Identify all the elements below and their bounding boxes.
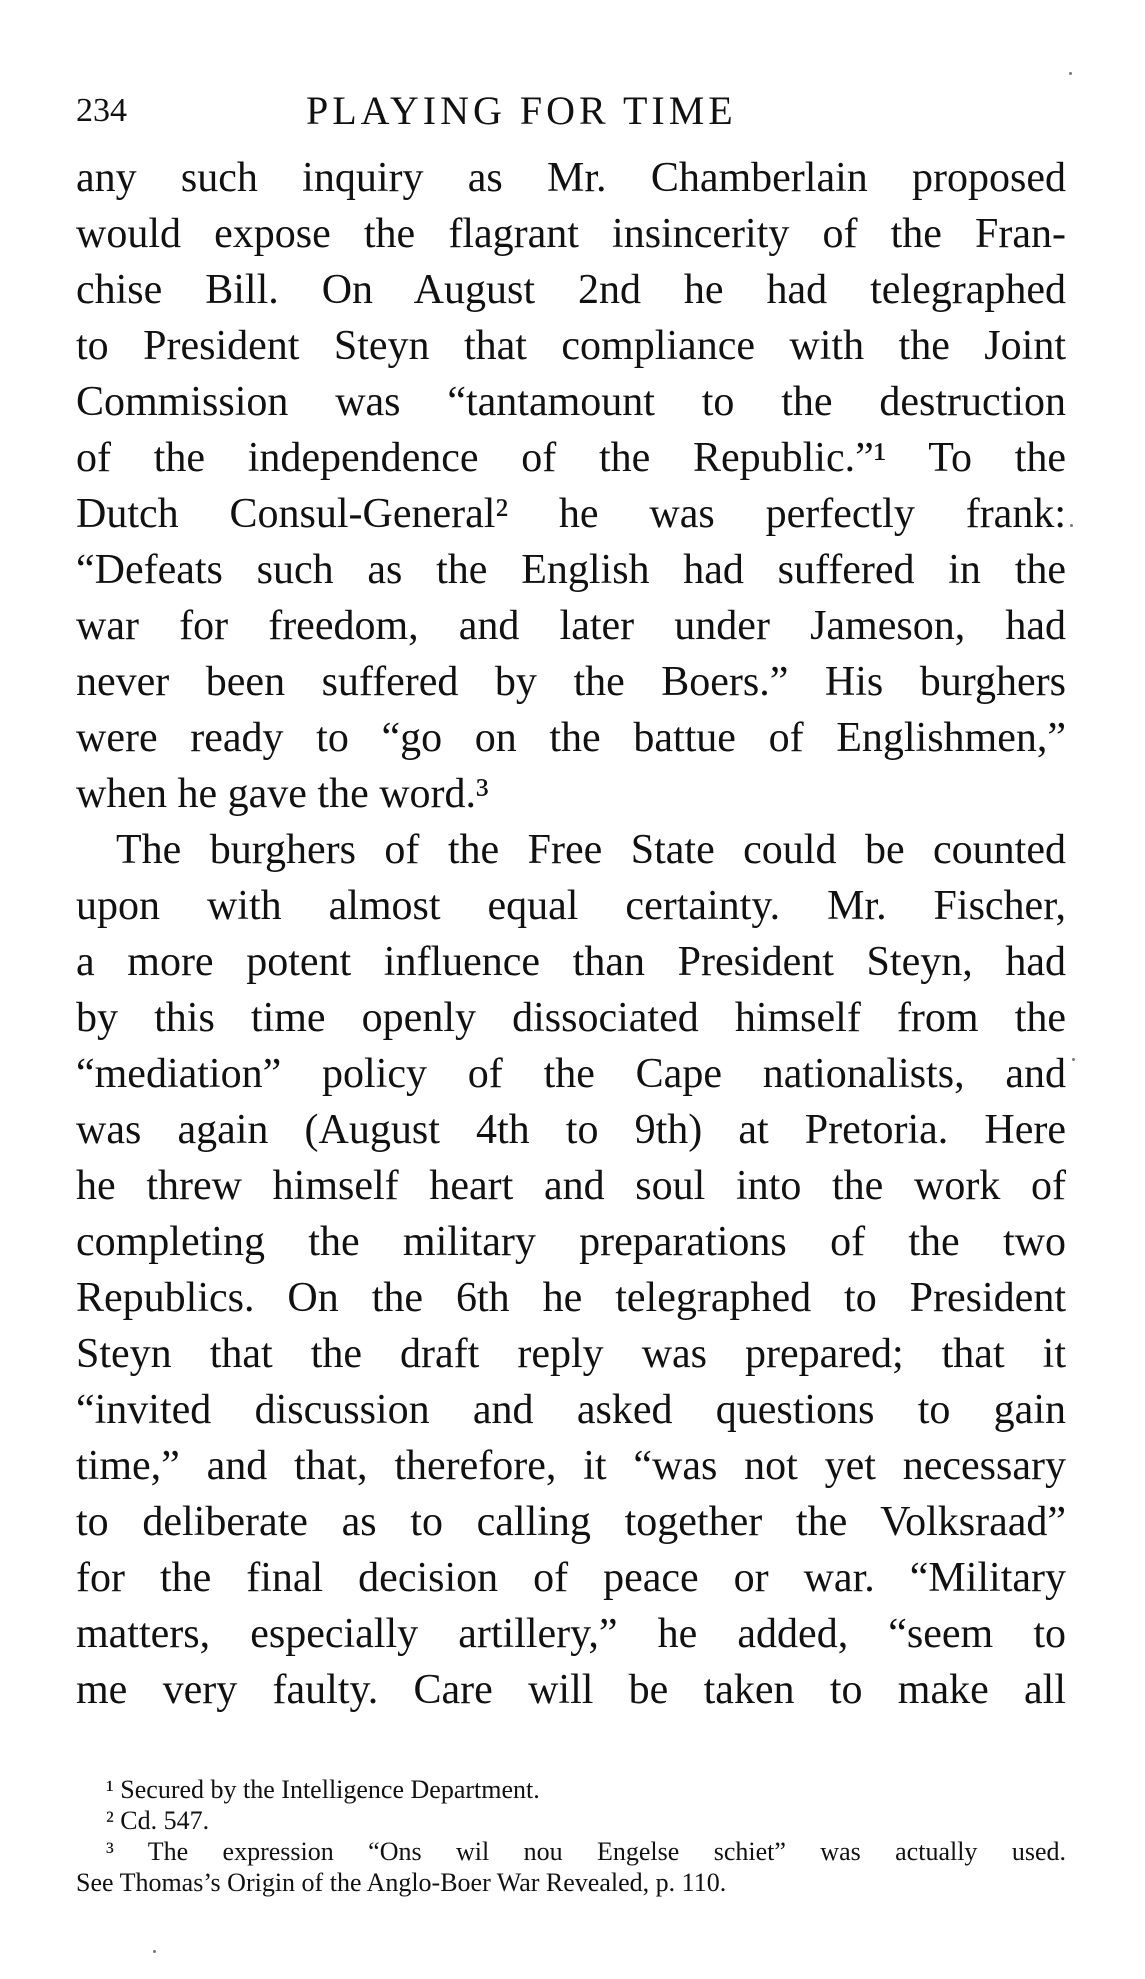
page-number: 234 (76, 92, 127, 129)
text-line: Steyn that the draft reply was prepared; that it (76, 1331, 1066, 1377)
text-line: time,” and that, therefore, it “was not yet necessary (76, 1443, 1066, 1489)
text-line: Republics. On the 6th he telegraphed to President (76, 1275, 1066, 1321)
text-line: a more potent influence than President Steyn, had (76, 939, 1066, 985)
running-title: PLAYING FOR TIME (306, 88, 737, 133)
text-line: for the final decision of peace or war. “Military (76, 1555, 1066, 1601)
text-line: any such inquiry as Mr. Chamberlain proposed (76, 155, 1066, 201)
text-line: was again (August 4th to 9th) at Pretoria. Here (76, 1107, 1066, 1153)
text-line: “mediation” policy of the Cape nationalists, and (76, 1051, 1066, 1097)
text-line: war for freedom, and later under Jameson, had (76, 603, 1066, 649)
footnote: ² Cd. 547. (106, 1806, 210, 1835)
footnote: ¹ Secured by the Intelligence Department. (106, 1775, 540, 1804)
scan-speck (1072, 1058, 1075, 1061)
text-line: The burghers of the Free State could be counted (116, 827, 1066, 873)
scan-speck (1069, 72, 1072, 75)
text-line: me very faulty. Care will be taken to make all (76, 1667, 1066, 1713)
text-line: would expose the flagrant insincerity of the Fran- (76, 211, 1066, 257)
text-line: chise Bill. On August 2nd he had telegraphed (76, 267, 1066, 313)
text-line: “invited discussion and asked questions to gain (76, 1387, 1066, 1433)
footnotes (76, 1774, 1066, 1898)
text-line: to deliberate as to calling together the Volksraad” (76, 1499, 1066, 1545)
footnote: ³ The expression “Ons wil nou Engelse schiet” was actually used. (106, 1837, 1066, 1866)
text-line: Commission was “tantamount to the destruction (76, 379, 1066, 425)
footnote-continuation: See Thomas’s Origin of the Anglo-Boer War Revealed, p. 110. (76, 1868, 727, 1897)
text-line: when he gave the word.³ (76, 771, 489, 817)
text-line: completing the military preparations of the two (76, 1219, 1066, 1265)
text-line: “Defeats such as the English had suffered in the (76, 547, 1066, 593)
text-line: matters, especially artillery,” he added, “seem to (76, 1611, 1066, 1657)
scan-speck (1070, 524, 1073, 527)
running-head (76, 86, 1066, 136)
scan-speck (153, 1950, 156, 1953)
text-line: never been suffered by the Boers.” His burghers (76, 659, 1066, 705)
text-line: to President Steyn that compliance with the Joint (76, 323, 1066, 369)
text-line: he threw himself heart and soul into the work of (76, 1163, 1066, 1209)
text-line: of the independence of the Republic.”¹ To the (76, 435, 1066, 481)
body-text (76, 150, 1066, 1718)
text-line: upon with almost equal certainty. Mr. Fischer, (76, 883, 1066, 929)
text-line: Dutch Consul-General² he was perfectly frank: (76, 491, 1066, 537)
text-line: by this time openly dissociated himself from the (76, 995, 1066, 1041)
text-line: were ready to “go on the battue of Englishmen,” (76, 715, 1066, 761)
